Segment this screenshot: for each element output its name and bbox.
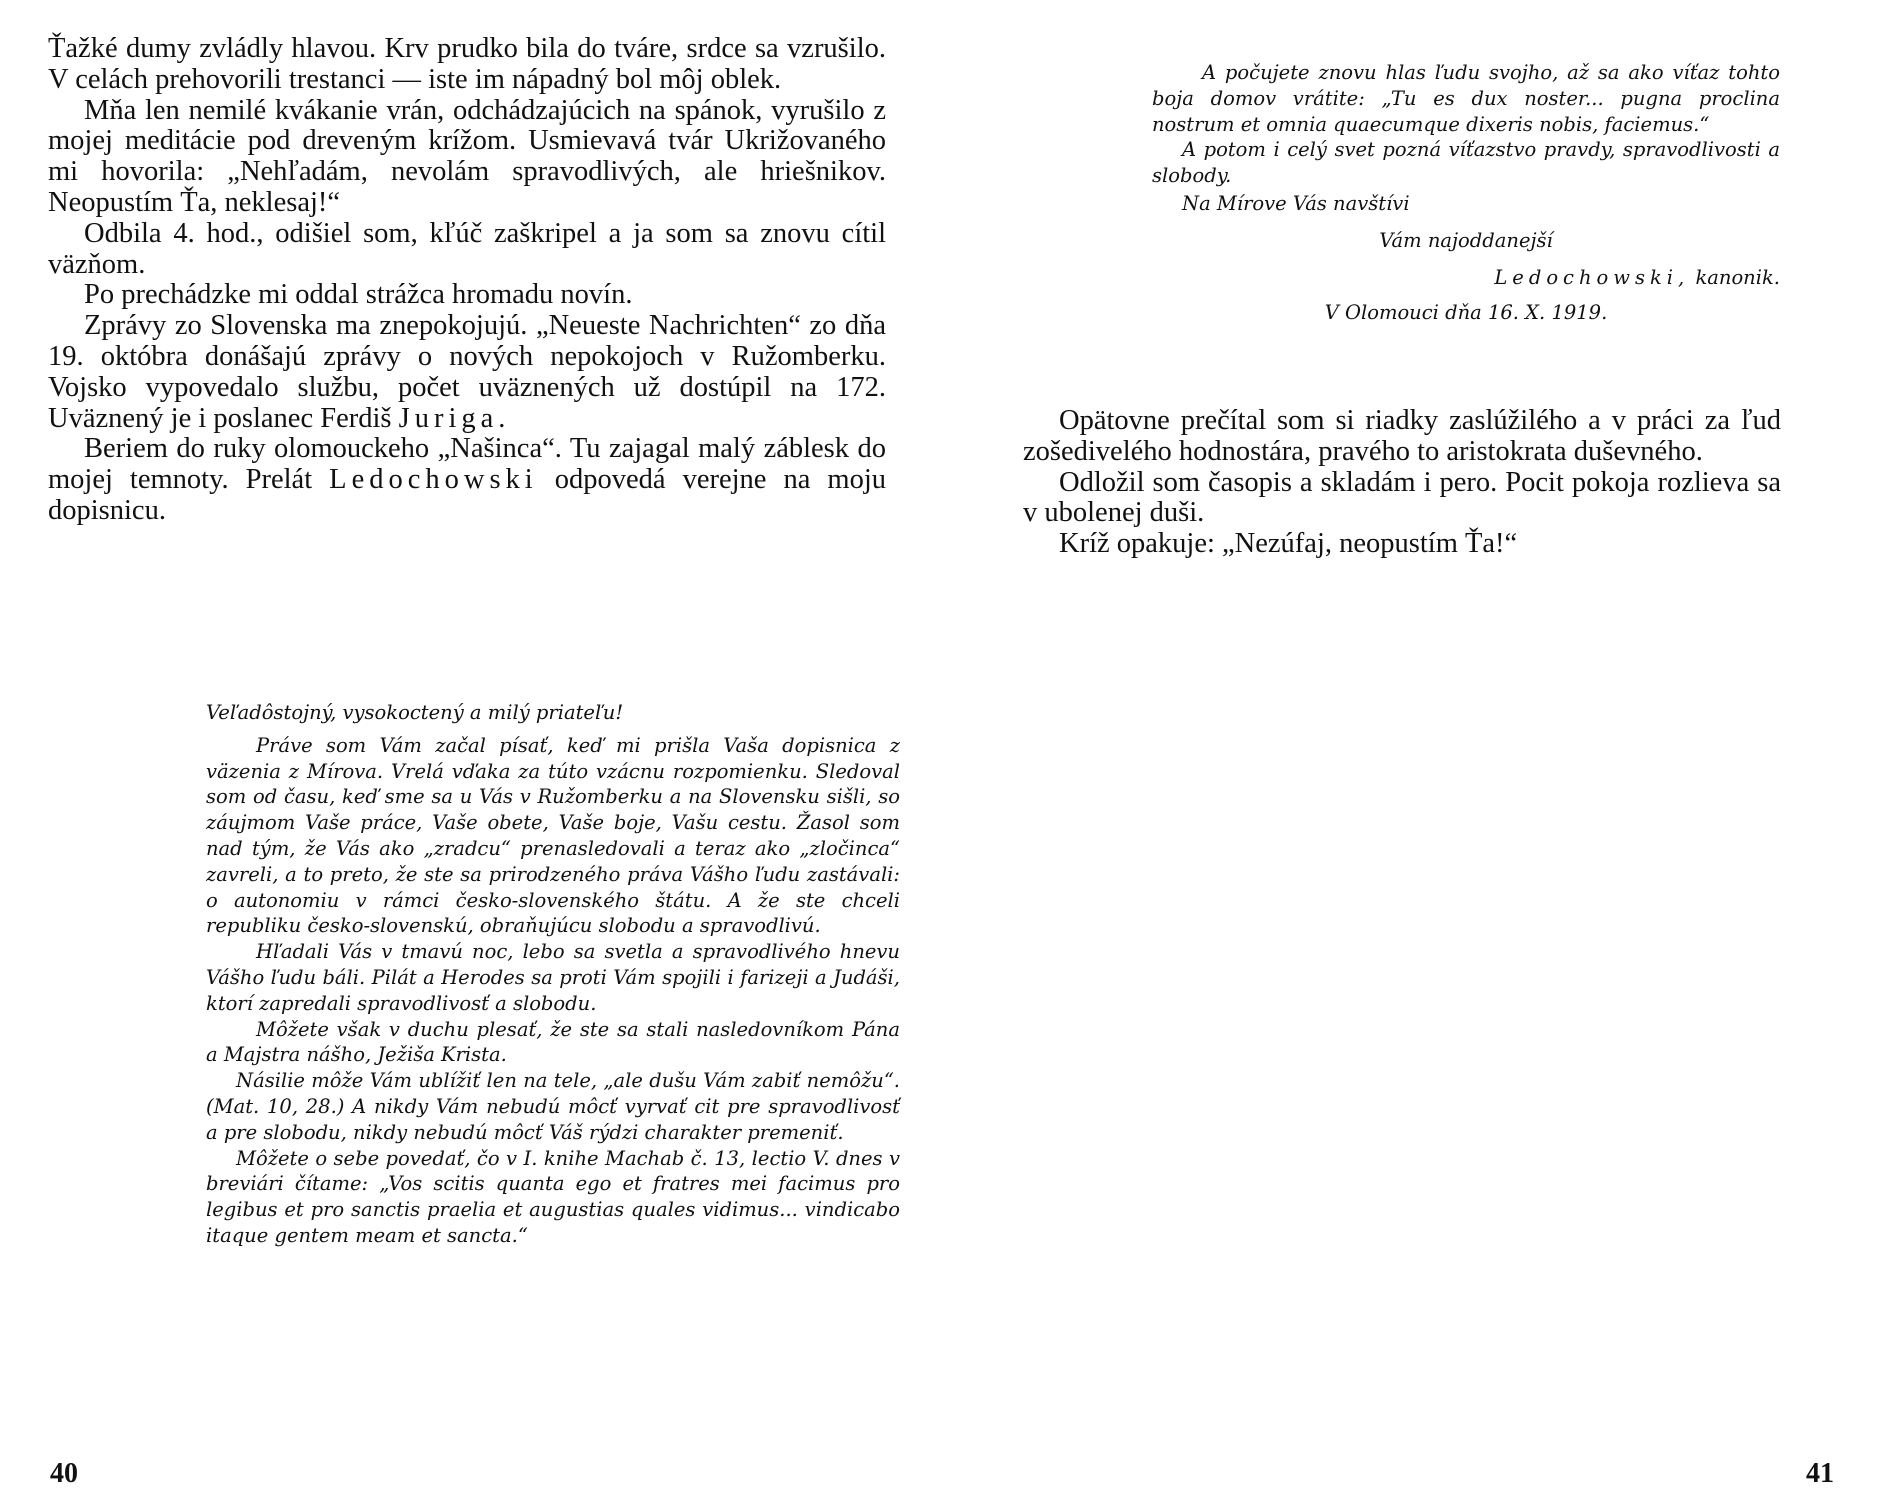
paragraph: Opätovne prečítal som si riadky zaslúžilého a v práci za ľud zošedivelého hodnostára, pravého to aristokrata duševného. — [1023, 405, 1781, 467]
paragraph-text: Beriem do ruky olomouckeho „Našinca“. Tu zajagal malý záblesk do mojej temnoty. Prelát — [48, 433, 886, 496]
letter-paragraph: Môžete však v duchu plesať, že ste sa stali nasledovníkom Pána a Majstra nášho, Ježiša Krista. — [206, 1017, 900, 1067]
page-number-left: 40 — [50, 1458, 78, 1489]
paragraph: Kríž opakuje: „Nezúfaj, neopustím Ťa!“ — [1059, 528, 1518, 560]
letter-paragraph: Hľadali Vás v tmavú noc, lebo sa svetla a spravodlivého hnevu Vášho ľudu báli. Pilát a Herodes sa proti Vám spojili i farizeji a Judáši, ktorí zapredali spravodlivosť a slobodu. — [206, 940, 900, 1015]
letter-paragraph: Násilie môže Vám ublížiť len na tele, „ale dušu Vám zabiť nemôžu“. (Mat. 10, 28.) A nikdy Vám nebudú môcť vyrvať cit pre spravodlivosť a pre slobodu, nikdy nebudú môcť Váš rýdzi charakter premeniť. — [206, 1069, 900, 1144]
left-letter — [206, 700, 900, 1249]
paragraph — [48, 434, 886, 526]
paragraph: Ťažké dumy zvládly hlavou. Krv prudko bila do tváre, srdce sa vzrušilo. V celách prehovorili trestanci — iste im nápadný bol môj oblek. — [48, 33, 886, 95]
page-number-right: 41 — [1806, 1458, 1834, 1489]
letter-paragraph: A potom i celý svet pozná víťazstvo pravdy, spravodlivosti a slobody. — [1152, 138, 1780, 188]
letter-salutation: Veľadôstojný, vysokoctený a milý priateľu! — [206, 701, 624, 724]
paragraph-text: odpovedá verejne na moju dopisnicu. — [48, 464, 886, 526]
signature-title: kanonik. — [1695, 265, 1780, 289]
paragraph: Odložil som časopis a skladám i pero. Pocit pokoja rozlieva sa v ubolenej duši. — [1023, 466, 1781, 529]
letter-place-date: V Olomouci dňa 16. X. 1919. — [1324, 301, 1608, 325]
name-juriga: Juriga. — [398, 402, 511, 434]
paragraph: Mňa len nemilé kvákanie vrán, odchádzajúcich na spánok, vyrušilo z mojej meditácie pod dreveným krížom. Usmievavá tvár Ukrižovaného mi hovorila: „Nehľadám, nevolám spravodlivých, ale hriešnikov. Neopustím Ťa, neklesaj!“ — [48, 94, 886, 218]
right-body-text — [1023, 406, 1781, 560]
letter-paragraph: A počujete znovu hlas ľudu svojho, až sa ako víťaz tohto boja domov vrátite: „Tu es dux noster... pugna proclina nostrum et omnia quaecumque dixeris nobis, faciemus.“ — [1152, 61, 1780, 136]
right-page — [941, 0, 1882, 1500]
signature-name: Ledochowski, — [1494, 265, 1690, 289]
right-letter — [1152, 60, 1780, 326]
left-body-text — [48, 34, 886, 527]
paragraph: Po prechádzke mi oddal strážca hromadu novín. — [84, 279, 633, 311]
paragraph-text: Zprávy zo Slovenska ma znepokojujú. „Neueste Nachrichten“ zo dňa 19. októbra donášajú zprávy o nových nepokojoch v Ružomberku. Vojsko vypovedalo službu, počet uväznených už dostúpil na 172. Uväznený je i poslanec Ferdiš — [48, 310, 886, 434]
name-ledochowski: Ledochowski — [329, 464, 538, 496]
paragraph — [48, 311, 886, 434]
letter-signature — [1152, 265, 1780, 291]
letter-paragraph: Môžete o sebe povedať, čo v I. knihe Machab č. 13, lectio V. dnes v breviári čítame: „Vos scitis quanta ego et fratres mei facimus pro legibus et pro sanctis praelia et augustias quales vidimus... vindicabo itaque gentem meam et sancta.“ — [206, 1146, 900, 1247]
paragraph: Odbila 4. hod., odišiel som, kľúč zaškripel a ja som sa znovu cítil väzňom. — [48, 217, 886, 280]
letter-paragraph: Práve som Vám začal písať, keď mi prišla Vaša dopisnica z väzenia z Mírova. Vrelá vďaka za túto vzácnu rozpomienku. Sledoval som od času, keď sme sa u Vás v Ružomberku a na Slovensku sišli, so záujmom Vaše práce, Vaše obete, Vaše boje, Vašu cestu. Žasol som nad tým, že Vás ako „zradcu“ prenasledovali a teraz ako „zločinca“ zavreli, a to preto, že ste sa prirodzeného práva Vášho ľudu zastávali: o autonomiu v rámci česko-slovenského štátu. A že ste chceli republiku česko-slovenskú, obraňujúcu slobodu a spravodlivú. — [206, 733, 900, 938]
letter-closing: Vám najoddanejší — [1379, 228, 1553, 252]
letter-closing: Na Mírove Vás navštívi — [1182, 191, 1410, 215]
